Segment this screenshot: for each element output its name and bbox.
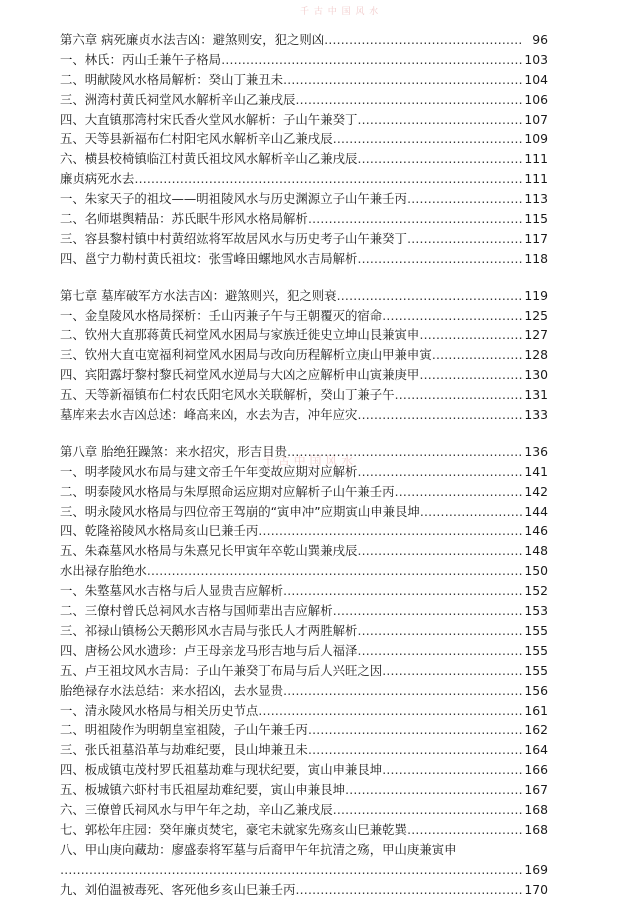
toc-entry[interactable] [60,740,548,760]
toc-entry-title: 三、洲湾村黄氏祠堂风水解析辛山乙兼戌辰 ……………………………………………………………………………………………………………………………………………………………………………………………… [60,90,522,110]
toc-entry[interactable] [60,880,548,900]
toc-entry[interactable] [60,442,548,462]
toc-entry[interactable] [60,90,548,110]
toc-entry-title: 三、钦州大直屯宽福利祠堂风水困局与改向历程解析立庚山甲兼申寅 ……………………………………………………………………………………………………………………………………………………………………………………………… [60,345,522,365]
toc-entry-title: 三、容县黎村镇中村黄绍竑将军故居风水与历史考子山午兼癸丁 ……………………………………………………………………………………………………………………………………………………………………………………………… [60,229,522,249]
toc-entry-page-number: 164 [524,742,548,758]
toc-entry-page-number: 168 [524,821,548,837]
toc-entry-page-number: 107 [524,111,548,127]
toc-entry-title: 四、邕宁力勒村黄氏祖坟：张雪峰田螺地风水吉局解析 ……………………………………………………………………………………………………………………………………………………………………………………………… [60,249,522,269]
toc-entry-title: 五、天等新福镇布仁村农氏阳宅风水关联解析，癸山丁兼子午 ……………………………………………………………………………………………………………………………………………………………………………………………… [60,385,522,405]
toc-entry-page-number: 162 [524,722,548,738]
toc-entry-page-number: 169 [524,861,548,877]
toc-entry-page-number: 150 [524,563,548,579]
toc-entry[interactable] [60,601,548,621]
toc-entry[interactable] [60,50,548,70]
toc-entry[interactable] [60,482,548,502]
toc-entry-title: 八、甲山庚向藏劫：廖盛泰将军墓与后裔甲午年抗清之殇，甲山庚兼寅申 [60,841,457,857]
toc-entry-title: 廉贞病死水去 ……………………………………………………………………………………………………………………………………………………………………………………………… [60,169,522,189]
toc-entry[interactable] [60,561,548,581]
toc-entry[interactable] [60,365,548,385]
toc-entry[interactable] [60,129,548,149]
toc-entry[interactable] [60,385,548,405]
toc-entry-title: 五、板城镇六虾村韦氏祖屋劫难纪要，寅山申兼艮坤 ……………………………………………………………………………………………………………………………………………………………………………………………… [60,780,522,800]
toc-entry[interactable] [60,621,548,641]
toc-entry-title: 二、明祖陵作为明朝皇室祖陵，子山午兼壬丙 ……………………………………………………………………………………………………………………………………………………………………………………………… [60,720,522,740]
toc-entry-page-number: 113 [524,191,548,207]
toc-entry-title: 一、朱家天子的祖坟——明祖陵风水与历史渊源立子山午兼壬丙 ……………………………………………………………………………………………………………………………………………………………………………………………… [60,189,522,209]
toc-entry-page-number: 166 [524,762,548,778]
toc-entry[interactable] [60,462,548,482]
toc-entry-page-number: 118 [524,250,548,266]
toc-entry-page-number: 155 [524,622,548,638]
toc-entry-title: 九、刘伯温被毒死、客死他乡亥山巳兼壬丙 ……………………………………………………………………………………………………………………………………………………………………………………………… [60,880,522,900]
toc-entry[interactable] [60,820,548,840]
toc-entry[interactable] [60,720,548,740]
toc-entry-page-number: 117 [524,230,548,246]
toc-section [60,30,548,269]
toc-entry[interactable] [60,209,548,229]
toc-entry-title: 一、林氏：丙山壬兼午子格局 ……………………………………………………………………………………………………………………………………………………………………………………………… [60,50,522,70]
toc-entry-title: 二、名师堪舆精品：苏氏眠牛形风水格局解析 ……………………………………………………………………………………………………………………………………………………………………………………………… [60,209,522,229]
toc-entry-title: 二、明献陵风水格局解析：癸山丁兼丑未 ……………………………………………………………………………………………………………………………………………………………………………………………… [60,70,522,90]
toc-entry-page-number: 115 [524,211,548,227]
toc-entry-title: 第六章 病死廉贞水法吉凶：避煞则安，犯之则凶 ……………………………………………………………………………………………………………………………………………………………………………………………… [60,30,522,50]
toc-entry-page-number: 153 [524,603,548,619]
toc-entry-page-number: 136 [524,443,548,459]
toc-entry-title: 二、三僚村曾氏总祠风水吉格与国师辈出吉应解析 ……………………………………………………………………………………………………………………………………………………………………………………………… [60,601,522,621]
watermark-top: 千 古 中 国 风 水 [300,7,380,17]
toc-entry[interactable] [60,780,548,800]
toc-entry-title: 一、朱墪墓风水吉格与后人显贵吉应解析 ……………………………………………………………………………………………………………………………………………………………………………………………… [60,581,522,601]
toc-entry-title: 二、钦州大直那蒋黄氏祠堂风水困局与家族迁徙史立坤山艮兼寅申 ……………………………………………………………………………………………………………………………………………………………………………………………… [60,325,522,345]
toc-entry-title: 第七章 墓库破军方水法吉凶：避煞则兴，犯之则衰 ……………………………………………………………………………………………………………………………………………………………………………………………… [60,286,522,306]
toc-entry[interactable] [60,345,548,365]
toc-entry[interactable] [60,70,548,90]
toc-entry-title: 胎绝禄存水法总结：来水招凶，去水显贵 ……………………………………………………………………………………………………………………………………………………………………………………………… [60,681,522,701]
toc-entry[interactable] [60,581,548,601]
toc-entry[interactable] [60,149,548,169]
toc-entry[interactable] [60,306,548,326]
toc-entry-page-number: 146 [524,523,548,539]
toc-entry-title: 七、郭松年庄园：癸年廉贞焚宅，豪宅未就家先殇亥山巳兼乾巽 ……………………………………………………………………………………………………………………………………………………………………………………………… [60,820,522,840]
toc-entry-title: 三、祁禄山镇杨公天鹅形风水吉局与张氏人才两胜解析 ……………………………………………………………………………………………………………………………………………………………………………………………… [60,621,522,641]
toc-entry-title: 四、大直镇那湾村宋氏香火堂风水解析：子山午兼癸丁 ……………………………………………………………………………………………………………………………………………………………………………………………… [60,110,522,130]
toc-section [60,442,548,900]
toc-entry[interactable] [60,110,548,130]
toc-entry-page-number: 155 [524,662,548,678]
toc-entry-title: 第八章 胎绝狂躁煞：来水招灾，形吉目贵 ……………………………………………………………………………………………………………………………………………………………………………………………… [60,442,522,462]
toc-entry-page-number: 131 [524,387,548,403]
toc-entry[interactable] [60,229,548,249]
toc-entry-page-number: 103 [524,51,548,67]
toc-entry-title: 二、明泰陵风水格局与朱厚照命运应期对应解析子山午兼壬丙 ……………………………………………………………………………………………………………………………………………………………………………………………… [60,482,522,502]
toc-entry[interactable] [60,286,548,306]
toc-entry-title: 五、朱森墓风水格局与朱熹兄长甲寅年卒乾山巽兼戌辰 ……………………………………………………………………………………………………………………………………………………………………………………………… [60,541,522,561]
toc-entry-title: 一、清永陵风水格局与相关历史节点 ……………………………………………………………………………………………………………………………………………………………………………………………… [60,701,522,721]
toc-entry[interactable] [60,681,548,701]
toc-entry[interactable] [60,840,548,880]
toc-entry-page-number: 111 [524,151,548,167]
toc-entry-title: 四、板成镇屯茂村罗氏祖墓劫难与现状纪要，寅山申兼艮坤 ……………………………………………………………………………………………………………………………………………………………………………………………… [60,760,522,780]
toc-entry[interactable] [60,189,548,209]
toc-entry-page-number: 109 [524,131,548,147]
toc-entry-page-number: 111 [524,171,548,187]
toc-entry-page-number: 133 [524,407,548,423]
toc-entry-page-number: 167 [524,782,548,798]
toc-entry-page-number: 106 [524,91,548,107]
toc-entry-title: 三、张氏祖墓沿革与劫难纪要，艮山坤兼丑未 ……………………………………………………………………………………………………………………………………………………………………………………………… [60,740,522,760]
toc-entry-page-number: 142 [524,483,548,499]
toc-entry-title: 四、乾隆裕陵风水格局亥山巳兼壬丙 ……………………………………………………………………………………………………………………………………………………………………………………………… [60,521,522,541]
toc-entry-page-number: 152 [524,583,548,599]
toc-entry-page-number: 104 [524,71,548,87]
toc-entry[interactable] [60,760,548,780]
toc-entry-page-number: 125 [524,307,548,323]
toc-entry-page-number: 130 [524,367,548,383]
toc-entry-page-number: 128 [524,347,548,363]
toc-entry-page-number: 170 [524,881,548,897]
toc-entry[interactable] [60,169,548,189]
toc-entry[interactable] [60,405,548,425]
toc-entry[interactable] [60,641,548,661]
toc-entry[interactable] [60,325,548,345]
toc-entry-page-number: 119 [524,287,548,303]
table-of-contents [60,30,548,916]
toc-entry-page-number: 127 [524,327,548,343]
toc-entry-title: 四、唐杨公风水遗珍：卢王母亲龙马形吉地与后人福泽 ……………………………………………………………………………………………………………………………………………………………………………………………… [60,641,522,661]
toc-entry-title: 水出禄存胎绝水 ……………………………………………………………………………………………………………………………………………………………………………………………… [60,561,522,581]
toc-entry-page-number: 168 [524,801,548,817]
toc-entry[interactable] [60,541,548,561]
toc-entry-page-number: 148 [524,543,548,559]
toc-entry-title: 三、明永陵风水格局与四位帝王驾崩的“寅申冲”应期寅山申兼艮坤 ……………………………………………………………………………………………………………………………………………………………………………………………… [60,502,522,522]
toc-entry[interactable] [60,661,548,681]
toc-entry-title: 五、天等县新福布仁村阳宅风水解析辛山乙兼戌辰 ……………………………………………………………………………………………………………………………………………………………………………………………… [60,129,522,149]
toc-entry-title: 一、金皇陵风水格局探析：壬山丙兼子午与王朝覆灭的宿命 ……………………………………………………………………………………………………………………………………………………………………………………………… [60,306,522,326]
toc-entry-title: 墓库来去水吉凶总述：峰高来凶，水去为吉，冲年应灾 ……………………………………………………………………………………………………………………………………………………………………………………………… [60,405,522,425]
toc-entry[interactable] [60,30,548,50]
toc-entry-title-leader [60,860,522,880]
toc-entry-title: 一、明孝陵风水布局与建文帝壬午年变故应期对应解析 ……………………………………………………………………………………………………………………………………………………………………………………………… [60,462,522,482]
toc-entry-page-number: 155 [524,642,548,658]
toc-entry[interactable] [60,249,548,269]
toc-entry-page-number: 96 [532,32,548,47]
toc-entry-title: 五、卢王祖坟风水吉局：子山午兼癸丁布局与后人兴旺之因 ……………………………………………………………………………………………………………………………………………………………………………………………… [60,661,522,681]
toc-entry-page-number: 156 [524,682,548,698]
toc-entry[interactable] [60,701,548,721]
watermark-middle: 千 古 中 国 风 水 [262,454,354,468]
toc-entry-page-number: 161 [524,702,548,718]
toc-section [60,286,548,425]
toc-entry-page-number: 144 [524,503,548,519]
toc-entry[interactable] [60,502,548,522]
toc-entry-title: 六、横县校椅镇临江村黄氏祖坟风水解析辛山乙兼戌辰 ……………………………………………………………………………………………………………………………………………………………………………………………… [60,149,522,169]
toc-entry[interactable] [60,521,548,541]
toc-entry[interactable] [60,800,548,820]
toc-entry-title: 六、三僚曾氏祠风水与甲午年之劫，辛山乙兼戌辰 ……………………………………………………………………………………………………………………………………………………………………………………………… [60,800,522,820]
toc-entry-title: 四、宾阳露圩黎村黎氏祠堂风水逆局与大凶之应解析申山寅兼庚甲 ……………………………………………………………………………………………………………………………………………………………………………………………… [60,365,522,385]
toc-entry-page-number: 141 [524,463,548,479]
